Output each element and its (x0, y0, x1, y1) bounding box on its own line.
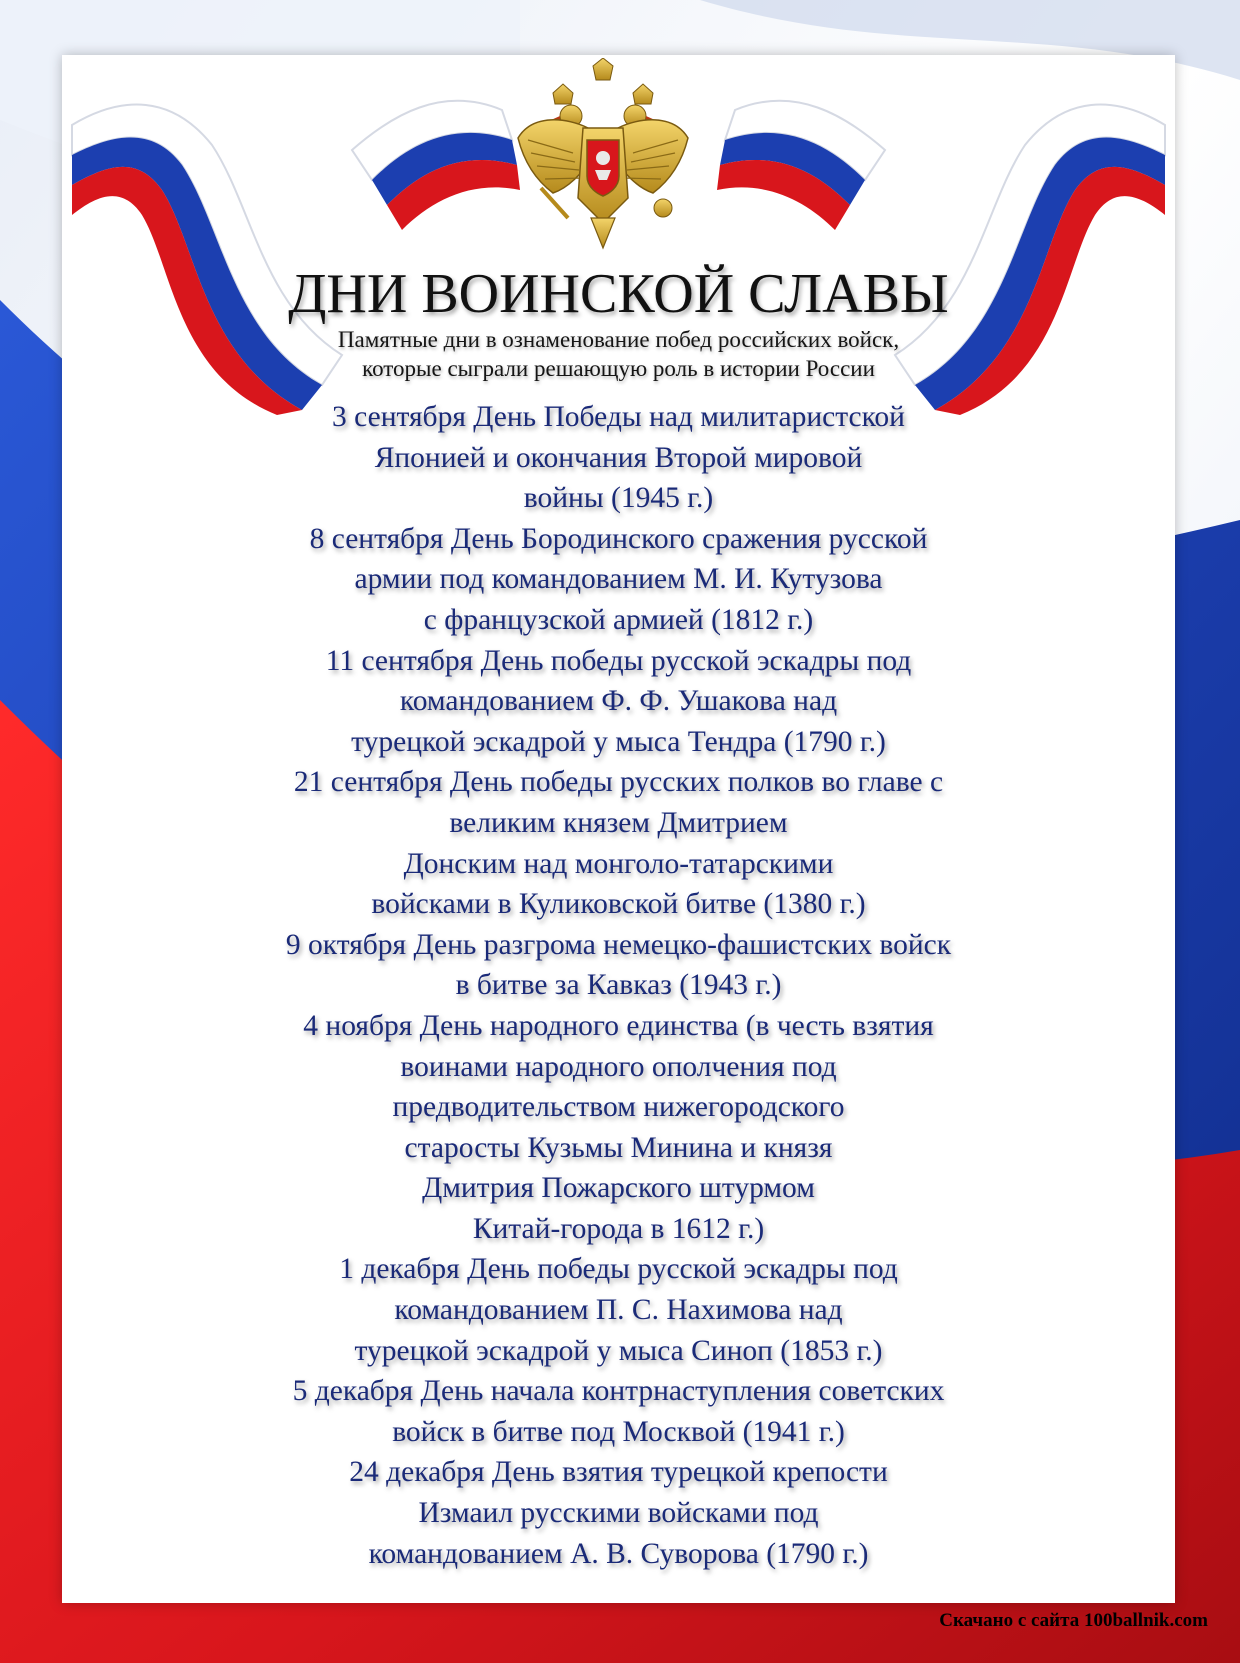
event-line: с французской армией (1812 г.) (423, 603, 814, 636)
event-item (62, 1371, 1175, 1452)
event-line: 9 октября День разгрома немецко-фашистских войск (285, 928, 952, 961)
event-line: армии под командованием М. И. Кутузова (354, 563, 883, 596)
event-line: в битве за Кавказ (1943 г.) (455, 969, 782, 1002)
event-line: Дмитрия Пожарского штурмом (422, 1172, 815, 1205)
event-line: 1 декабря День победы русской эскадры под (339, 1253, 898, 1286)
event-line: войсками в Куликовской битве (1380 г.) (371, 888, 866, 921)
subtitle-line: Памятные дни в ознаменование побед российских войск, (337, 327, 900, 352)
event-line: войск в битве под Москвой (1941 г.) (392, 1415, 845, 1448)
event-item (62, 762, 1175, 924)
event-line: предводительством нижегородского (392, 1091, 845, 1124)
event-line: великим князем Дмитрием (449, 806, 788, 839)
event-item (62, 397, 1175, 519)
double-headed-eagle-icon (513, 58, 693, 258)
event-line: Донским над монголо-татарскими (403, 847, 834, 880)
event-item (62, 1249, 1175, 1371)
event-line: войны (1945 г.) (523, 482, 714, 515)
event-line: 4 ноября День народного единства (в честь взятия (303, 1009, 934, 1042)
event-line: 5 декабря День начала контрнаступления советских (292, 1375, 945, 1408)
event-line: командованием Ф. Ф. Ушакова над (399, 685, 838, 718)
page-title: ДНИ ВОИНСКОЙ СЛАВЫ (288, 263, 949, 325)
event-line: турецкой эскадрой у мыса Синоп (1853 г.) (354, 1334, 883, 1367)
event-line: Измаил русскими войсками под (418, 1497, 819, 1530)
event-item (62, 925, 1175, 1006)
event-line: командованием П. С. Нахимова над (394, 1294, 843, 1327)
source-watermark: Скачано с сайта 100ballnik.com (939, 1610, 1208, 1631)
event-line: Китай-города в 1612 г.) (472, 1212, 765, 1245)
event-item (62, 1452, 1175, 1574)
event-line: старосты Кузьмы Минина и князя (404, 1131, 833, 1164)
event-line: 24 декабря День взятия турецкой крепости (349, 1456, 888, 1489)
event-line: 11 сентября День победы русской эскадры под (325, 644, 912, 677)
event-line: 3 сентября День Победы над милитаристской (332, 401, 905, 433)
event-line: Японией и окончания Второй мировой (374, 441, 863, 474)
event-line: воинами народного ополчения под (400, 1050, 837, 1083)
event-item (62, 519, 1175, 641)
page-subtitle (62, 325, 1175, 383)
event-line: 21 сентября День победы русских полков во главе с (293, 766, 944, 799)
event-line: 8 сентября День Бородинского сражения русской (309, 522, 928, 555)
event-item (62, 1006, 1175, 1250)
event-line: командованием А. В. Суворова (1790 г.) (368, 1537, 869, 1570)
event-line: турецкой эскадрой у мыса Тендра (1790 г.) (351, 725, 886, 758)
subtitle-line: которые сыграли решающую роль в истории России (362, 356, 875, 381)
events-list (62, 397, 1175, 1574)
event-item (62, 641, 1175, 763)
